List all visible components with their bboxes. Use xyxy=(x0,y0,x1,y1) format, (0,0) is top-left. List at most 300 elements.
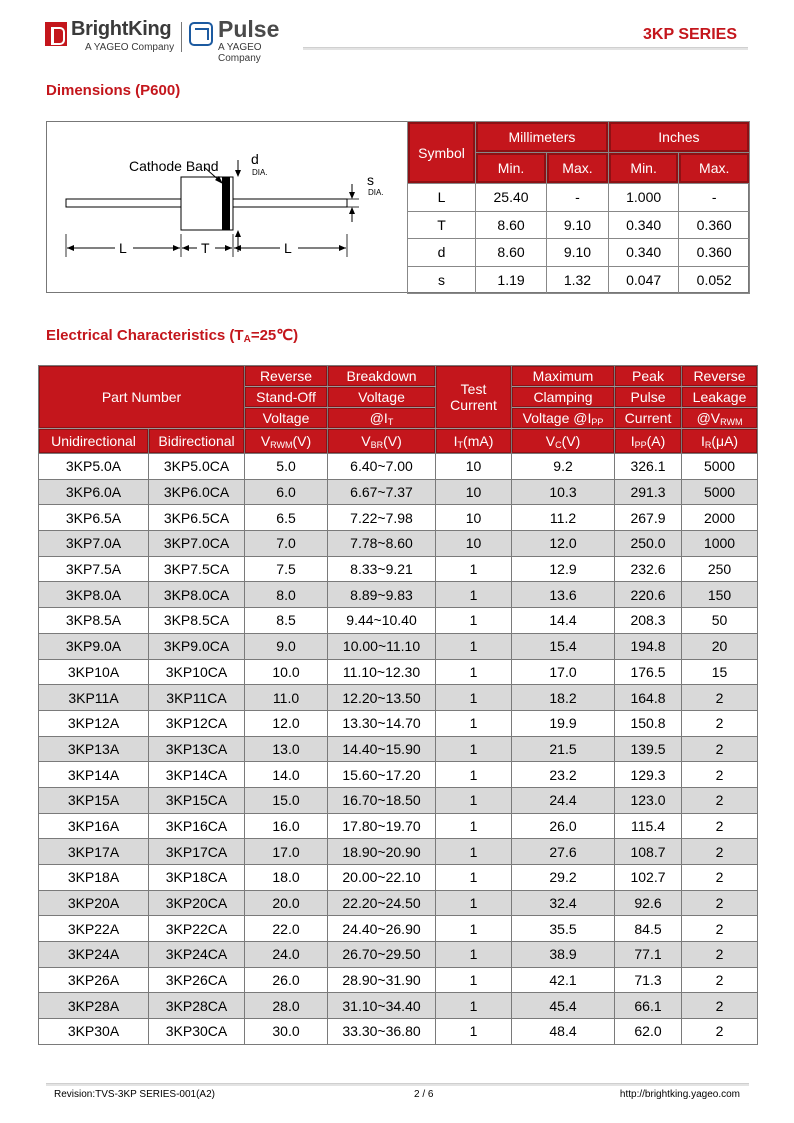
table-cell: 11.10~12.30 xyxy=(328,659,436,685)
table-cell: 10 xyxy=(436,505,512,531)
table-cell: 3KP6.5CA xyxy=(149,505,245,531)
page-header xyxy=(0,0,794,64)
table-cell: 31.10~34.40 xyxy=(328,993,436,1019)
table-cell: 3KP30A xyxy=(39,1019,149,1045)
table-cell: 3KP14CA xyxy=(149,762,245,788)
table-cell: 20.0 xyxy=(245,890,328,916)
table-cell: 1 xyxy=(436,710,512,736)
footer-revision: Revision:TVS-3KP SERIES-001(A2) xyxy=(54,1089,215,1100)
table-cell: 10.00~11.10 xyxy=(328,633,436,659)
header-leakage-3 xyxy=(682,408,758,429)
table-cell: 6.0 xyxy=(245,479,328,505)
footer-rule xyxy=(46,1083,749,1086)
header-breakdown-2: Voltage xyxy=(328,387,436,408)
table-cell: 2 xyxy=(682,967,758,993)
table-cell: 2 xyxy=(682,787,758,813)
table-cell: 7.22~7.98 xyxy=(328,505,436,531)
table-cell: 2 xyxy=(682,942,758,968)
u-ipp-sub: PP xyxy=(634,439,647,450)
dim-cell: 9.10 xyxy=(547,211,609,239)
table-cell: 48.4 xyxy=(512,1019,615,1045)
t-label: T xyxy=(201,240,210,256)
table-cell: 3KP26CA xyxy=(149,967,245,993)
table-cell: 1 xyxy=(436,685,512,711)
pulse-logo xyxy=(189,16,304,64)
dim-cell: 1.32 xyxy=(547,266,609,294)
series-title: 3KP SERIES xyxy=(643,26,737,43)
table-cell: 13.6 xyxy=(512,582,615,608)
table-cell: 6.5 xyxy=(245,505,328,531)
table-cell: 1 xyxy=(436,942,512,968)
dim-header-in-min: Min. xyxy=(608,153,679,184)
table-cell: 84.5 xyxy=(615,916,682,942)
table-cell: 27.6 xyxy=(512,839,615,865)
header-bidirectional: Bidirectional xyxy=(149,429,245,454)
table-cell: 3KP9.0A xyxy=(39,633,149,659)
table-cell: 5000 xyxy=(682,479,758,505)
table-cell: 1 xyxy=(436,633,512,659)
footer-url: http://brightking.yageo.com xyxy=(619,1089,740,1100)
cathode-band xyxy=(222,177,230,230)
dim-header-mm: Millimeters xyxy=(476,122,609,153)
table-row xyxy=(39,608,758,634)
table-row xyxy=(39,710,758,736)
table-cell: 3KP24A xyxy=(39,942,149,968)
table-cell: 1 xyxy=(436,993,512,1019)
table-row xyxy=(39,685,758,711)
table-cell: 6.40~7.00 xyxy=(328,454,436,480)
header-test-current xyxy=(436,366,512,429)
table-cell: 10.3 xyxy=(512,479,615,505)
table-cell: 20 xyxy=(682,633,758,659)
table-cell: 2 xyxy=(682,1019,758,1045)
table-cell: 1 xyxy=(436,556,512,582)
right-lead xyxy=(233,199,347,207)
dim-cell: d xyxy=(408,239,476,267)
table-cell: 32.4 xyxy=(512,890,615,916)
header-clamping-1: Maximum xyxy=(512,366,615,387)
table-cell: 11.0 xyxy=(245,685,328,711)
dim-cell: 1.000 xyxy=(608,184,679,212)
table-cell: 8.89~9.83 xyxy=(328,582,436,608)
table-cell: 3KP15CA xyxy=(149,787,245,813)
table-cell: 15.60~17.20 xyxy=(328,762,436,788)
u-vrwm-sub: RWM xyxy=(270,439,293,450)
table-cell: 10 xyxy=(436,479,512,505)
table-cell: 3KP28CA xyxy=(149,993,245,1019)
table-row xyxy=(39,993,758,1019)
table-cell: 123.0 xyxy=(615,787,682,813)
table-cell: 38.9 xyxy=(512,942,615,968)
electrical-title xyxy=(46,326,298,345)
table-cell: 3KP18CA xyxy=(149,865,245,891)
table-cell: 9.44~10.40 xyxy=(328,608,436,634)
header-breakdown-3-sub: T xyxy=(387,416,394,427)
table-cell: 24.40~26.90 xyxy=(328,916,436,942)
header-leakage-3-main: @V xyxy=(696,409,721,426)
brightking-name: BrightKing xyxy=(71,18,172,40)
header-leakage-2: Leakage xyxy=(682,387,758,408)
u-vbr-unit: (V) xyxy=(383,432,402,449)
header-test-2: Current xyxy=(450,397,497,413)
table-cell: 2 xyxy=(682,993,758,1019)
header-clamping-3-main: Voltage @I xyxy=(522,409,592,426)
table-cell: 16.70~18.50 xyxy=(328,787,436,813)
table-row xyxy=(408,211,750,239)
table-cell: 250.0 xyxy=(615,531,682,557)
table-cell: 3KP20CA xyxy=(149,890,245,916)
table-cell: 24.0 xyxy=(245,942,328,968)
table-row xyxy=(39,531,758,557)
table-cell: 12.0 xyxy=(512,531,615,557)
table-cell: 3KP10A xyxy=(39,659,149,685)
header-unit-it xyxy=(436,429,512,454)
table-cell: 26.0 xyxy=(245,967,328,993)
table-cell: 22.20~24.50 xyxy=(328,890,436,916)
electrical-title-prefix: Electrical Characteristics (T xyxy=(46,327,244,344)
table-row xyxy=(39,659,758,685)
table-cell: 3KP6.5A xyxy=(39,505,149,531)
table-cell: 115.4 xyxy=(615,813,682,839)
table-cell: 16.0 xyxy=(245,813,328,839)
table-cell: 3KP10CA xyxy=(149,659,245,685)
header-breakdown-3 xyxy=(328,408,436,429)
s-label: s xyxy=(367,172,374,188)
l-left-label: L xyxy=(119,240,127,256)
table-cell: 14.40~15.90 xyxy=(328,736,436,762)
table-cell: 5000 xyxy=(682,454,758,480)
table-cell: 3KP8.5A xyxy=(39,608,149,634)
table-cell: 13.30~14.70 xyxy=(328,710,436,736)
dim-cell: 0.047 xyxy=(608,266,679,294)
table-row xyxy=(39,1019,758,1045)
table-cell: 21.5 xyxy=(512,736,615,762)
table-cell: 3KP17A xyxy=(39,839,149,865)
table-row xyxy=(39,787,758,813)
table-cell: 11.2 xyxy=(512,505,615,531)
table-cell: 22.0 xyxy=(245,916,328,942)
table-row xyxy=(39,505,758,531)
table-cell: 19.9 xyxy=(512,710,615,736)
brightking-logo-icon xyxy=(45,22,67,46)
table-cell: 1 xyxy=(436,787,512,813)
table-cell: 18.90~20.90 xyxy=(328,839,436,865)
table-cell: 1 xyxy=(436,1019,512,1045)
dim-header-mm-max: Max. xyxy=(547,153,609,184)
table-cell: 2 xyxy=(682,710,758,736)
brightking-sub: A YAGEO Company xyxy=(85,42,175,53)
package-drawing xyxy=(47,122,407,292)
table-cell: 102.7 xyxy=(615,865,682,891)
header-clamping-3 xyxy=(512,408,615,429)
table-cell: 2 xyxy=(682,685,758,711)
u-ir-unit: (μA) xyxy=(711,432,739,449)
table-cell: 129.3 xyxy=(615,762,682,788)
table-cell: 139.5 xyxy=(615,736,682,762)
dim-cell: 0.340 xyxy=(608,239,679,267)
footer-page-number: 2 / 6 xyxy=(414,1089,434,1100)
table-cell: 5.0 xyxy=(245,454,328,480)
dim-cell: T xyxy=(408,211,476,239)
cathode-label: Cathode Band xyxy=(129,158,219,174)
table-cell: 1 xyxy=(436,967,512,993)
header-unit-vbr xyxy=(328,429,436,454)
header-standoff-3: Voltage xyxy=(245,408,328,429)
table-row xyxy=(39,479,758,505)
table-cell: 15 xyxy=(682,659,758,685)
dimensions-box xyxy=(46,121,749,293)
l-right-label: L xyxy=(284,240,292,256)
table-cell: 326.1 xyxy=(615,454,682,480)
electrical-title-suffix: =25℃) xyxy=(250,327,299,344)
table-cell: 2 xyxy=(682,916,758,942)
table-cell: 3KP26A xyxy=(39,967,149,993)
table-row xyxy=(39,942,758,968)
table-cell: 9.2 xyxy=(512,454,615,480)
table-row xyxy=(39,916,758,942)
table-cell: 7.78~8.60 xyxy=(328,531,436,557)
dim-cell: 0.360 xyxy=(679,211,750,239)
dim-header-mm-min: Min. xyxy=(476,153,547,184)
pulse-sub: A YAGEO Company xyxy=(218,42,262,64)
brightking-logo xyxy=(45,18,175,54)
table-cell: 1 xyxy=(436,582,512,608)
table-cell: 66.1 xyxy=(615,993,682,1019)
table-cell: 3KP17CA xyxy=(149,839,245,865)
header-unit-vrwm xyxy=(245,429,328,454)
dimensions-table xyxy=(407,121,750,294)
table-cell: 30.0 xyxy=(245,1019,328,1045)
dim-cell: - xyxy=(679,184,750,212)
table-cell: 3KP13A xyxy=(39,736,149,762)
table-cell: 6.67~7.37 xyxy=(328,479,436,505)
u-it-sub: T xyxy=(457,439,464,450)
header-rule xyxy=(303,47,748,50)
table-cell: 3KP7.5A xyxy=(39,556,149,582)
table-cell: 220.6 xyxy=(615,582,682,608)
table-cell: 3KP7.5CA xyxy=(149,556,245,582)
table-row xyxy=(408,266,750,294)
table-cell: 3KP8.5CA xyxy=(149,608,245,634)
table-cell: 2000 xyxy=(682,505,758,531)
electrical-table-body xyxy=(39,454,758,1045)
table-cell: 2 xyxy=(682,865,758,891)
table-cell: 17.80~19.70 xyxy=(328,813,436,839)
table-cell: 1 xyxy=(436,839,512,865)
table-cell: 3KP12A xyxy=(39,710,149,736)
table-cell: 18.2 xyxy=(512,685,615,711)
table-cell: 3KP13CA xyxy=(149,736,245,762)
logo-divider xyxy=(181,22,182,52)
table-cell: 3KP7.0A xyxy=(39,531,149,557)
table-cell: 3KP16A xyxy=(39,813,149,839)
table-cell: 1 xyxy=(436,762,512,788)
table-cell: 1 xyxy=(436,736,512,762)
u-ir-sub: R xyxy=(704,439,712,450)
table-cell: 3KP9.0CA xyxy=(149,633,245,659)
header-part-number: Part Number xyxy=(39,366,245,429)
table-cell: 250 xyxy=(682,556,758,582)
table-cell: 3KP11A xyxy=(39,685,149,711)
d-label: d xyxy=(251,151,259,167)
table-row xyxy=(39,890,758,916)
table-row xyxy=(39,582,758,608)
table-cell: 3KP5.0CA xyxy=(149,454,245,480)
table-cell: 9.0 xyxy=(245,633,328,659)
dimensions-title: Dimensions (P600) xyxy=(46,82,181,99)
dim-cell: - xyxy=(547,184,609,212)
table-cell: 10 xyxy=(436,531,512,557)
table-cell: 3KP28A xyxy=(39,993,149,1019)
header-peak-3: Current xyxy=(615,408,682,429)
table-cell: 33.30~36.80 xyxy=(328,1019,436,1045)
table-cell: 24.4 xyxy=(512,787,615,813)
u-vc-sub: C xyxy=(555,439,562,450)
table-cell: 12.9 xyxy=(512,556,615,582)
u-it-unit: (mA) xyxy=(463,432,494,449)
table-cell: 26.70~29.50 xyxy=(328,942,436,968)
table-cell: 1000 xyxy=(682,531,758,557)
dim-header-in: Inches xyxy=(608,122,749,153)
table-cell: 8.33~9.21 xyxy=(328,556,436,582)
table-cell: 14.0 xyxy=(245,762,328,788)
table-cell: 45.4 xyxy=(512,993,615,1019)
dim-header-in-max: Max. xyxy=(679,153,750,184)
header-unidirectional: Unidirectional xyxy=(39,429,149,454)
table-cell: 150.8 xyxy=(615,710,682,736)
u-ipp-unit: (A) xyxy=(646,432,666,449)
header-breakdown-1: Breakdown xyxy=(328,366,436,387)
table-cell: 1 xyxy=(436,608,512,634)
left-lead xyxy=(66,199,181,207)
table-cell: 3KP11CA xyxy=(149,685,245,711)
table-cell: 3KP20A xyxy=(39,890,149,916)
table-cell: 1 xyxy=(436,659,512,685)
header-standoff-1: Reverse xyxy=(245,366,328,387)
dim-cell: 25.40 xyxy=(476,184,547,212)
table-cell: 2 xyxy=(682,762,758,788)
table-cell: 3KP22CA xyxy=(149,916,245,942)
dim-cell: 8.60 xyxy=(476,239,547,267)
table-cell: 3KP6.0A xyxy=(39,479,149,505)
u-vbr-sub: BR xyxy=(370,439,384,450)
table-cell: 10 xyxy=(436,454,512,480)
s-sub: DIA. xyxy=(368,188,384,197)
header-unit-ir xyxy=(682,429,758,454)
electrical-title-sub: A xyxy=(243,334,251,345)
table-row xyxy=(39,556,758,582)
table-row xyxy=(39,454,758,480)
table-cell: 17.0 xyxy=(512,659,615,685)
table-cell: 291.3 xyxy=(615,479,682,505)
table-cell: 15.4 xyxy=(512,633,615,659)
dim-cell: L xyxy=(408,184,476,212)
u-vrwm-main: V xyxy=(260,432,271,449)
dim-cell: s xyxy=(408,266,476,294)
table-cell: 108.7 xyxy=(615,839,682,865)
table-cell: 15.0 xyxy=(245,787,328,813)
dim-cell: 9.10 xyxy=(547,239,609,267)
table-cell: 2 xyxy=(682,736,758,762)
header-clamping-2: Clamping xyxy=(512,387,615,408)
table-cell: 2 xyxy=(682,839,758,865)
dim-header-symbol: Symbol xyxy=(408,122,476,184)
table-cell: 150 xyxy=(682,582,758,608)
table-row xyxy=(39,813,758,839)
table-row xyxy=(39,967,758,993)
header-test-1: Test xyxy=(460,381,487,397)
table-cell: 26.0 xyxy=(512,813,615,839)
u-vc-main: V xyxy=(545,432,556,449)
u-ipp-main: I xyxy=(630,432,635,449)
table-cell: 2 xyxy=(682,890,758,916)
table-cell: 3KP8.0A xyxy=(39,582,149,608)
table-row xyxy=(408,239,750,267)
header-clamping-3-sub: PP xyxy=(591,416,604,427)
header-leakage-1: Reverse xyxy=(682,366,758,387)
table-cell: 1 xyxy=(436,916,512,942)
table-cell: 92.6 xyxy=(615,890,682,916)
dim-cell: 8.60 xyxy=(476,211,547,239)
table-cell: 62.0 xyxy=(615,1019,682,1045)
table-cell: 29.2 xyxy=(512,865,615,891)
table-cell: 176.5 xyxy=(615,659,682,685)
table-cell: 164.8 xyxy=(615,685,682,711)
pulse-logo-icon xyxy=(189,22,213,46)
header-leakage-3-sub: RWM xyxy=(720,416,743,427)
table-cell: 3KP5.0A xyxy=(39,454,149,480)
table-cell: 17.0 xyxy=(245,839,328,865)
table-cell: 28.0 xyxy=(245,993,328,1019)
table-cell: 3KP22A xyxy=(39,916,149,942)
table-cell: 3KP16CA xyxy=(149,813,245,839)
table-cell: 3KP8.0CA xyxy=(149,582,245,608)
table-cell: 208.3 xyxy=(615,608,682,634)
table-cell: 3KP12CA xyxy=(149,710,245,736)
header-peak-1: Peak xyxy=(615,366,682,387)
header-unit-ipp xyxy=(615,429,682,454)
header-peak-2: Pulse xyxy=(615,387,682,408)
table-cell: 12.0 xyxy=(245,710,328,736)
u-ir-main: I xyxy=(700,432,705,449)
table-cell: 50 xyxy=(682,608,758,634)
table-cell: 71.3 xyxy=(615,967,682,993)
table-cell: 35.5 xyxy=(512,916,615,942)
table-cell: 1 xyxy=(436,813,512,839)
table-cell: 3KP24CA xyxy=(149,942,245,968)
table-row xyxy=(39,762,758,788)
table-cell: 2 xyxy=(682,813,758,839)
table-cell: 18.0 xyxy=(245,865,328,891)
d-sub: DIA. xyxy=(252,168,268,177)
table-cell: 3KP6.0CA xyxy=(149,479,245,505)
table-cell: 267.9 xyxy=(615,505,682,531)
table-row xyxy=(39,839,758,865)
header-standoff-2: Stand-Off xyxy=(245,387,328,408)
table-cell: 14.4 xyxy=(512,608,615,634)
table-cell: 194.8 xyxy=(615,633,682,659)
u-vrwm-unit: (V) xyxy=(292,432,312,449)
header-unit-vc xyxy=(512,429,615,454)
table-cell: 10.0 xyxy=(245,659,328,685)
u-vbr-main: V xyxy=(361,432,371,449)
table-cell: 3KP30CA xyxy=(149,1019,245,1045)
table-row xyxy=(39,865,758,891)
table-row xyxy=(408,184,750,212)
table-cell: 1 xyxy=(436,865,512,891)
table-cell: 13.0 xyxy=(245,736,328,762)
electrical-table xyxy=(38,365,758,1045)
